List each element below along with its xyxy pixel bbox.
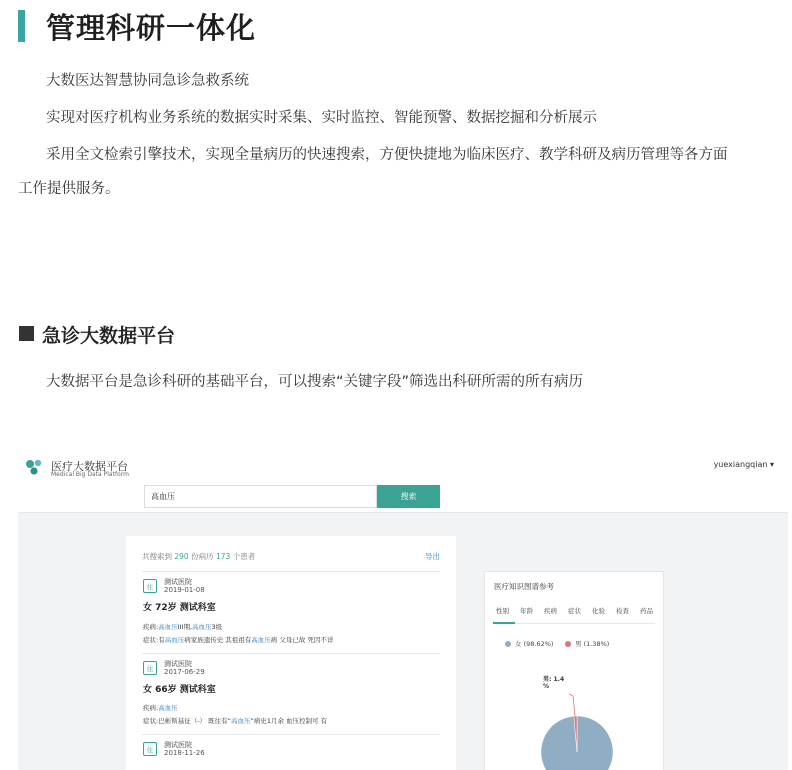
- heading-accent-bar: [18, 10, 25, 42]
- intro-line-4: 工作提供服务。: [18, 181, 120, 197]
- section-title: 急诊大数据平台: [42, 325, 176, 347]
- tab-drug[interactable]: 药品: [640, 607, 653, 615]
- intro-line-2: 实现对医疗机构业务系统的数据实时采集、实时监控、智能预警、数据挖掘和分析展示: [46, 110, 597, 126]
- intro-line-3: 采用全文检索引擎技术，实现全量病历的快速搜索，方便快捷地为临床医疗、教学科研及病历管理等各方面: [46, 147, 728, 163]
- active-tab-underline: [493, 622, 515, 624]
- pie-data-label: 男: 1.4 %: [543, 676, 565, 690]
- search-button[interactable]: 搜索: [377, 485, 440, 508]
- tab-age[interactable]: 年龄: [520, 607, 533, 615]
- result-date: 2018-11-26: [164, 749, 205, 757]
- tab-disease[interactable]: 疾病: [544, 607, 557, 615]
- tab-exam[interactable]: 检查: [616, 607, 629, 615]
- result-disease: 疾病:高血压: [143, 704, 178, 712]
- patient-count: 173: [216, 552, 231, 561]
- result-date: 2017-06-29: [164, 668, 205, 676]
- result-symptom: 症状:有高血压病家族遗传史 其祖祖有高血压病 父母已故 死因不详: [143, 636, 334, 644]
- tab-lab[interactable]: 化验: [592, 607, 605, 615]
- knowledge-graph-panel: [484, 571, 664, 770]
- tab-symptom[interactable]: 症状: [568, 607, 581, 615]
- result-hospital: 测试医院: [164, 660, 192, 668]
- logo-icon: [24, 457, 44, 477]
- intro-line-1: 大数医达智慧协同急诊急救系统: [46, 73, 249, 89]
- divider: [142, 734, 440, 735]
- panel-title: 医疗知识图谱参考: [494, 582, 554, 591]
- user-menu[interactable]: yuexiangqian ▾: [713, 460, 774, 469]
- result-date: 2019-01-08: [164, 586, 205, 594]
- export-link[interactable]: 导出: [425, 552, 440, 561]
- divider: [142, 571, 440, 572]
- result-hospital: 测试医院: [164, 741, 192, 749]
- record-count: 290: [174, 552, 189, 561]
- app-topbar: [18, 450, 788, 513]
- inpatient-badge: 住: [143, 661, 157, 675]
- pie-leader-line: [569, 694, 575, 716]
- divider: [142, 653, 440, 654]
- section-desc: 大数据平台是急诊科研的基础平台，可以搜索“关键字段”筛选出科研所需的所有病历: [46, 374, 584, 390]
- page-title: 管理科研一体化: [46, 11, 257, 45]
- tab-divider: [493, 623, 655, 624]
- inpatient-badge: 住: [143, 742, 157, 756]
- legend-male[interactable]: 男 (1.38%): [565, 639, 609, 648]
- search-input[interactable]: 高血压: [144, 485, 377, 508]
- gender-pie-chart: [485, 672, 665, 770]
- app-screenshot: [18, 450, 788, 770]
- result-disease: 疾病:高血压III期,高血压3级: [143, 623, 223, 631]
- result-patient[interactable]: 女 66岁 测试科室: [143, 685, 216, 695]
- logo-subtitle: Medical Big Data Platform: [51, 471, 129, 478]
- results-panel: [126, 536, 456, 770]
- result-hospital: 测试医院: [164, 578, 192, 586]
- legend-female[interactable]: 女 (98.62%): [505, 639, 553, 648]
- inpatient-badge: 住: [143, 579, 157, 593]
- search-summary: 共搜索到 290 份病历 173 个患者: [142, 552, 256, 561]
- tab-gender[interactable]: 性别: [496, 607, 509, 615]
- result-symptom: 症状:巴彬斯基征（-） 既往有“高血压”病史1月余 血压控制可 有: [143, 717, 328, 725]
- result-patient[interactable]: 女 72岁 测试科室: [143, 603, 216, 613]
- logo-title: 医疗大数据平台: [51, 460, 128, 473]
- section-bullet: [19, 326, 34, 341]
